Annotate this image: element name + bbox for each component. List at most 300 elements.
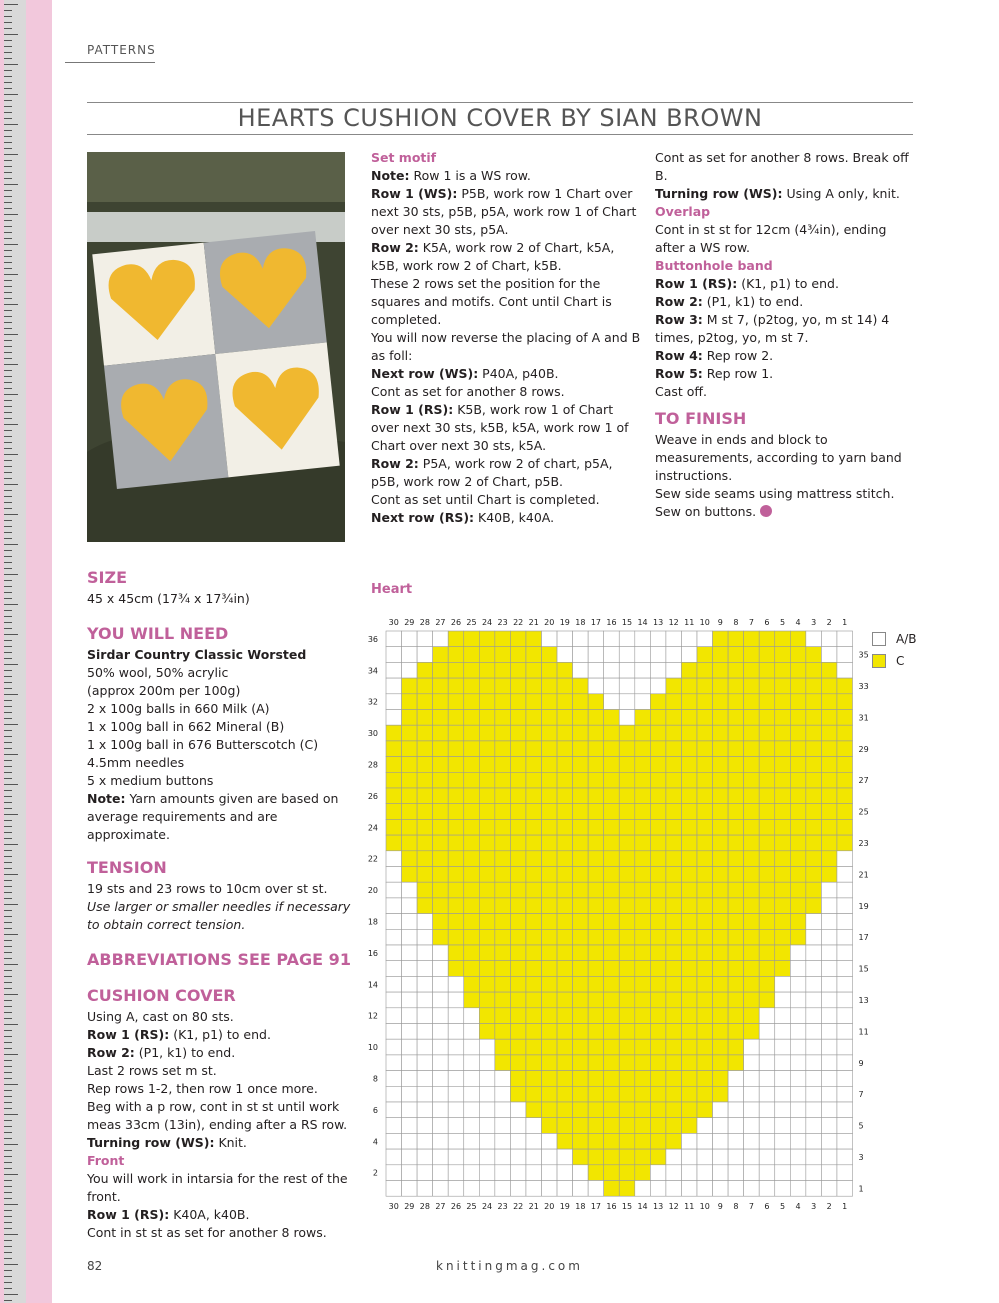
chart-cell-filled xyxy=(759,725,775,741)
ruler-tick xyxy=(4,652,12,653)
section-rule xyxy=(65,62,155,63)
chart-row-label-right: 29 xyxy=(858,744,869,754)
chart-cell-empty xyxy=(821,1086,837,1102)
overlap-heading: Overlap xyxy=(655,204,711,219)
chart-cell-empty xyxy=(759,1149,775,1165)
chart-col-label-bottom: 18 xyxy=(575,1202,586,1212)
chart-cell-filled xyxy=(448,725,464,741)
chart-row-label-right: 25 xyxy=(858,807,869,817)
chart-cell-filled xyxy=(557,929,573,945)
chart-cell-filled xyxy=(681,1055,697,1071)
ruler-tick xyxy=(4,1204,18,1205)
chart-cell-empty xyxy=(386,631,402,647)
chart-cell-empty xyxy=(744,1181,760,1197)
ruler-tick xyxy=(4,394,18,395)
chart-cell-filled xyxy=(604,961,620,977)
chart-cell-filled xyxy=(681,898,697,914)
chart-cell-filled xyxy=(526,867,542,883)
ruler-tick xyxy=(4,676,12,677)
chart-cell-empty xyxy=(806,1118,822,1134)
ruler-tick xyxy=(4,1234,18,1235)
chart-cell-empty xyxy=(448,1071,464,1087)
chart-cell-filled xyxy=(619,1039,635,1055)
chart-cell-filled xyxy=(666,914,682,930)
chart-cell-empty xyxy=(417,1055,433,1071)
chart-cell-filled xyxy=(448,788,464,804)
chart-cell-empty xyxy=(790,1071,806,1087)
chart-cell-filled xyxy=(635,819,651,835)
chart-cell-empty xyxy=(790,1055,806,1071)
ruler-tick xyxy=(4,316,12,317)
ruler-tick xyxy=(4,826,12,827)
chart-cell-filled xyxy=(619,1181,635,1197)
chart-cell-filled xyxy=(417,788,433,804)
chart-cell-filled xyxy=(479,1024,495,1040)
chart-cell-empty xyxy=(588,647,604,663)
chart-cell-filled xyxy=(588,992,604,1008)
chart-row-label-right: 13 xyxy=(858,995,869,1005)
chart-cell-filled xyxy=(495,976,511,992)
ruler-tick xyxy=(4,1018,12,1019)
chart-col-label-bottom: 1 xyxy=(842,1202,848,1212)
chart-col-label-bottom: 14 xyxy=(637,1202,648,1212)
ruler-tick xyxy=(4,208,12,209)
chart-cell-empty xyxy=(806,1181,822,1197)
chart-cell-filled xyxy=(619,945,635,961)
chart-cell-empty xyxy=(837,1102,853,1118)
chart-cell-filled xyxy=(433,788,449,804)
chart-cell-empty xyxy=(464,1118,480,1134)
chart-cell-empty xyxy=(402,1118,418,1134)
front-line: You will work in intarsia for the rest of the front. xyxy=(87,1171,348,1204)
chart-cell-filled xyxy=(759,710,775,726)
chart-cell-filled xyxy=(681,867,697,883)
chart-cell-filled xyxy=(713,804,729,820)
chart-col-label-top: 24 xyxy=(481,618,493,627)
ruler-tick xyxy=(4,526,12,527)
ruler-tick xyxy=(4,358,12,359)
ruler-tick xyxy=(4,1198,12,1199)
chart-cell-empty xyxy=(479,1102,495,1118)
chart-cell-filled xyxy=(728,835,744,851)
ruler-tick xyxy=(4,1072,12,1073)
chart-cell-empty xyxy=(759,1024,775,1040)
right-para: Cont in st st for 12cm (4¾in), ending after a WS row. xyxy=(655,222,887,255)
ruler-tick xyxy=(4,1048,12,1049)
chart-cell-filled xyxy=(775,710,791,726)
chart-cell-empty xyxy=(526,1149,542,1165)
chart-cell-empty xyxy=(837,1008,853,1024)
chart-cell-filled xyxy=(666,835,682,851)
chart-cell-filled xyxy=(510,819,526,835)
ruler-tick xyxy=(4,172,12,173)
chart-cell-filled xyxy=(681,1024,697,1040)
chart-row-label-left: 20 xyxy=(367,886,378,896)
chart-cell-filled xyxy=(790,741,806,757)
chart-col-label-bottom: 17 xyxy=(590,1202,602,1212)
ruler-tick xyxy=(4,1156,12,1157)
chart-cell-filled xyxy=(775,647,791,663)
chart-cell-empty xyxy=(417,961,433,977)
chart-cell-filled xyxy=(635,725,651,741)
chart-cell-filled xyxy=(775,662,791,678)
chart-cell-filled xyxy=(635,1149,651,1165)
chart-cell-filled xyxy=(542,1071,558,1087)
chart-cell-filled xyxy=(417,725,433,741)
chart-col-label-top: 6 xyxy=(764,618,770,627)
chart-cell-empty xyxy=(386,694,402,710)
chart-cell-filled xyxy=(588,945,604,961)
chart-cell-filled xyxy=(542,804,558,820)
ruler-tick xyxy=(4,1006,12,1007)
chart-col-label-top: 23 xyxy=(497,618,508,627)
chart-cell-empty xyxy=(386,1118,402,1134)
need-line: 1 x 100g ball in 662 Mineral (B) xyxy=(87,719,285,734)
chart-cell-filled xyxy=(728,694,744,710)
chart-cell-empty xyxy=(557,1149,573,1165)
chart-cell-filled xyxy=(713,647,729,663)
ruler-tick xyxy=(4,790,12,791)
cushion-line: Row 1 (RS): (K1, p1) to end. xyxy=(87,1027,271,1042)
chart-cell-filled xyxy=(417,757,433,773)
tension-note: Use larger or smaller needles if necessary to obtain correct tension. xyxy=(87,899,351,932)
right-column xyxy=(655,149,915,521)
you-will-need-heading: YOU WILL NEED xyxy=(87,624,229,643)
chart-cell-filled xyxy=(728,647,744,663)
ruler-tick xyxy=(4,910,12,911)
chart-col-label-bottom: 2 xyxy=(826,1202,832,1212)
chart-cell-filled xyxy=(479,898,495,914)
cushion-line: Last 2 rows set m st. xyxy=(87,1063,217,1078)
chart-cell-filled xyxy=(495,914,511,930)
chart-cell-empty xyxy=(666,631,682,647)
chart-cell-filled xyxy=(588,1133,604,1149)
chart-cell-filled xyxy=(635,945,651,961)
chart-cell-filled xyxy=(542,1024,558,1040)
ruler-tick xyxy=(4,514,18,515)
chart-cell-empty xyxy=(728,1102,744,1118)
mid-para: Note: Row 1 is a WS row. xyxy=(371,168,531,183)
chart-cell-filled xyxy=(650,961,666,977)
chart-cell-filled xyxy=(697,678,713,694)
chart-cell-filled xyxy=(479,882,495,898)
chart-cell-filled xyxy=(542,1055,558,1071)
chart-cell-filled xyxy=(713,725,729,741)
chart-cell-filled xyxy=(526,678,542,694)
chart-cell-empty xyxy=(433,1102,449,1118)
chart-cell-empty xyxy=(557,1165,573,1181)
chart-cell-filled xyxy=(666,882,682,898)
chart-cell-empty xyxy=(806,631,822,647)
chart-col-label-bottom: 7 xyxy=(748,1202,754,1212)
chart-cell-empty xyxy=(495,1149,511,1165)
chart-cell-filled xyxy=(728,804,744,820)
chart-cell-filled xyxy=(573,757,589,773)
chart-cell-empty xyxy=(464,1008,480,1024)
chart-cell-empty xyxy=(448,1165,464,1181)
chart-cell-empty xyxy=(402,961,418,977)
chart-cell-filled xyxy=(728,976,744,992)
chart-cell-filled xyxy=(821,819,837,835)
chart-cell-empty xyxy=(821,1149,837,1165)
chart-cell-empty xyxy=(479,1086,495,1102)
chart-cell-empty xyxy=(542,1165,558,1181)
ruler-tick xyxy=(4,1168,12,1169)
chart-cell-filled xyxy=(713,819,729,835)
chart-cell-filled xyxy=(697,647,713,663)
ruler-tick xyxy=(4,742,12,743)
ruler-tick xyxy=(4,556,12,557)
chart-cell-empty xyxy=(790,1181,806,1197)
chart-cell-empty xyxy=(433,1039,449,1055)
chart-cell-filled xyxy=(681,851,697,867)
chart-cell-filled xyxy=(697,757,713,773)
chart-cell-empty xyxy=(806,992,822,1008)
chart-cell-filled xyxy=(588,710,604,726)
ruler-tick xyxy=(4,1102,12,1103)
legend-item-c xyxy=(872,650,916,672)
chart-cell-empty xyxy=(433,1008,449,1024)
ruler-tick xyxy=(4,682,12,683)
chart-cell-empty xyxy=(759,1086,775,1102)
chart-cell-empty xyxy=(666,662,682,678)
chart-cell-filled xyxy=(759,851,775,867)
ruler-tick xyxy=(4,760,12,761)
chart-cell-filled xyxy=(526,725,542,741)
chart-cell-empty xyxy=(619,710,635,726)
ruler-tick xyxy=(4,784,18,785)
chart-cell-filled xyxy=(417,678,433,694)
chart-cell-empty xyxy=(790,1165,806,1181)
chart-cell-filled xyxy=(464,772,480,788)
chart-cell-filled xyxy=(713,945,729,961)
chart-col-label-top: 18 xyxy=(575,618,586,627)
chart-cell-filled xyxy=(479,678,495,694)
chart-col-label-top: 27 xyxy=(435,618,446,627)
ruler-tick xyxy=(4,124,18,125)
chart-cell-empty xyxy=(448,976,464,992)
chart-row-label-right: 33 xyxy=(858,681,869,691)
chart-cell-filled xyxy=(728,1055,744,1071)
chart-cell-empty xyxy=(806,1149,822,1165)
chart-cell-filled xyxy=(604,1133,620,1149)
chart-cell-filled xyxy=(495,757,511,773)
chart-cell-filled xyxy=(681,961,697,977)
chart-col-label-bottom: 25 xyxy=(466,1202,477,1212)
chart-cell-filled xyxy=(433,710,449,726)
chart-cell-filled xyxy=(417,741,433,757)
chart-cell-filled xyxy=(464,678,480,694)
chart-cell-filled xyxy=(542,1086,558,1102)
ruler-tick xyxy=(4,100,12,101)
chart-cell-filled xyxy=(759,662,775,678)
chart-cell-filled xyxy=(604,1071,620,1087)
chart-cell-filled xyxy=(526,1024,542,1040)
chart-cell-filled xyxy=(573,1024,589,1040)
chart-cell-empty xyxy=(697,1149,713,1165)
chart-cell-filled xyxy=(588,835,604,851)
chart-cell-empty xyxy=(837,898,853,914)
ruler-tick xyxy=(4,1192,12,1193)
need-note: Note: Yarn amounts given are based on average requirements and are approximate. xyxy=(87,791,339,842)
chart-cell-filled xyxy=(573,1055,589,1071)
chart-row-label-left: 24 xyxy=(367,823,378,833)
chart-cell-filled xyxy=(448,741,464,757)
chart-cell-filled xyxy=(588,788,604,804)
chart-cell-filled xyxy=(666,772,682,788)
chart-cell-filled xyxy=(775,772,791,788)
chart-cell-empty xyxy=(744,1039,760,1055)
chart-cell-filled xyxy=(542,678,558,694)
ruler-tick xyxy=(4,64,18,65)
chart-cell-filled xyxy=(479,851,495,867)
ruler-tick xyxy=(4,190,12,191)
chart-cell-filled xyxy=(744,961,760,977)
chart-cell-filled xyxy=(759,976,775,992)
chart-cell-filled xyxy=(619,772,635,788)
chart-cell-filled xyxy=(588,1102,604,1118)
chart-cell-empty xyxy=(433,992,449,1008)
chart-cell-filled xyxy=(635,1008,651,1024)
chart-row-label-right: 17 xyxy=(858,933,869,943)
chart-cell-filled xyxy=(697,1102,713,1118)
ruler-tick xyxy=(4,1024,18,1025)
chart-cell-filled xyxy=(728,631,744,647)
chart-cell-empty xyxy=(806,961,822,977)
chart-cell-filled xyxy=(604,710,620,726)
ruler-tick xyxy=(4,976,12,977)
chart-cell-filled xyxy=(681,1102,697,1118)
chart-col-label-top: 8 xyxy=(733,618,739,627)
chart-cell-filled xyxy=(526,1039,542,1055)
chart-cell-empty xyxy=(759,1039,775,1055)
chart-cell-filled xyxy=(448,914,464,930)
chart-cell-empty xyxy=(790,945,806,961)
chart-cell-filled xyxy=(650,694,666,710)
chart-cell-empty xyxy=(402,647,418,663)
ruler-tick xyxy=(4,382,12,383)
chart-cell-filled xyxy=(402,772,418,788)
chart-cell-filled xyxy=(510,788,526,804)
chart-cell-filled xyxy=(588,1118,604,1134)
chart-cell-filled xyxy=(775,929,791,945)
chart-cell-filled xyxy=(681,1071,697,1087)
chart-cell-empty xyxy=(821,1181,837,1197)
chart-cell-filled xyxy=(557,725,573,741)
chart-cell-filled xyxy=(775,757,791,773)
chart-cell-empty xyxy=(464,1165,480,1181)
chart-cell-filled xyxy=(464,694,480,710)
chart-row-label-left: 6 xyxy=(372,1105,378,1115)
chart-cell-filled xyxy=(759,804,775,820)
chart-cell-filled xyxy=(775,741,791,757)
ruler-tick xyxy=(4,250,12,251)
chart-cell-empty xyxy=(386,945,402,961)
ruler-tick xyxy=(4,370,12,371)
chart-cell-filled xyxy=(573,725,589,741)
chart-cell-empty xyxy=(526,1118,542,1134)
chart-cell-filled xyxy=(464,929,480,945)
ruler-tick xyxy=(4,130,12,131)
chart-cell-filled xyxy=(495,945,511,961)
chart-cell-filled xyxy=(635,804,651,820)
chart-cell-filled xyxy=(479,647,495,663)
chart-row-label-right: 1 xyxy=(858,1184,864,1194)
chart-cell-filled xyxy=(464,788,480,804)
chart-cell-empty xyxy=(821,1071,837,1087)
chart-cell-filled xyxy=(526,804,542,820)
chart-cell-filled xyxy=(681,835,697,851)
chart-cell-filled xyxy=(666,867,682,883)
chart-cell-empty xyxy=(790,1118,806,1134)
chart-row-label-right: 35 xyxy=(858,650,869,660)
chart-cell-empty xyxy=(464,1071,480,1087)
ruler-tick xyxy=(4,640,12,641)
chart-cell-filled xyxy=(604,867,620,883)
chart-cell-empty xyxy=(510,1118,526,1134)
chart-col-label-top: 21 xyxy=(528,618,539,627)
chart-cell-filled xyxy=(635,914,651,930)
chart-cell-filled xyxy=(619,1102,635,1118)
chart-cell-filled xyxy=(775,851,791,867)
chart-cell-empty xyxy=(386,1071,402,1087)
chart-cell-empty xyxy=(697,1165,713,1181)
chart-cell-empty xyxy=(479,1133,495,1149)
chart-cell-filled xyxy=(542,898,558,914)
chart-cell-filled xyxy=(650,804,666,820)
chart-cell-filled xyxy=(510,976,526,992)
ruler-tick xyxy=(4,226,12,227)
ruler-tick xyxy=(4,898,12,899)
chart-cell-filled xyxy=(495,694,511,710)
chart-cell-filled xyxy=(526,1102,542,1118)
chart-cell-filled xyxy=(526,992,542,1008)
chart-cell-empty xyxy=(806,914,822,930)
chart-cell-filled xyxy=(744,1008,760,1024)
chart-cell-empty xyxy=(386,929,402,945)
chart-cell-filled xyxy=(775,898,791,914)
chart-cell-filled xyxy=(744,788,760,804)
chart-cell-filled xyxy=(790,647,806,663)
chart-cell-empty xyxy=(619,662,635,678)
chart-row-label-right: 3 xyxy=(858,1152,864,1162)
chart-cell-empty xyxy=(573,647,589,663)
chart-cell-filled xyxy=(542,914,558,930)
ruler-tick xyxy=(4,22,12,23)
chart-cell-empty xyxy=(837,1086,853,1102)
chart-cell-empty xyxy=(402,929,418,945)
chart-row-label-right: 23 xyxy=(858,838,869,848)
chart-cell-filled xyxy=(604,788,620,804)
chart-cell-empty xyxy=(713,1181,729,1197)
chart-cell-filled xyxy=(495,882,511,898)
chart-cell-filled xyxy=(713,772,729,788)
ruler-tick xyxy=(4,1288,12,1289)
chart-cell-filled xyxy=(619,1149,635,1165)
chart-cell-empty xyxy=(821,1039,837,1055)
ruler-tick xyxy=(4,616,12,617)
chart-cell-filled xyxy=(417,819,433,835)
chart-cell-empty xyxy=(821,1118,837,1134)
chart-cell-filled xyxy=(573,835,589,851)
chart-cell-filled xyxy=(479,914,495,930)
chart-cell-filled xyxy=(697,1039,713,1055)
chart-cell-filled xyxy=(713,867,729,883)
chart-cell-filled xyxy=(666,1086,682,1102)
chart-cell-filled xyxy=(433,772,449,788)
chart-cell-filled xyxy=(433,678,449,694)
chart-cell-filled xyxy=(806,710,822,726)
